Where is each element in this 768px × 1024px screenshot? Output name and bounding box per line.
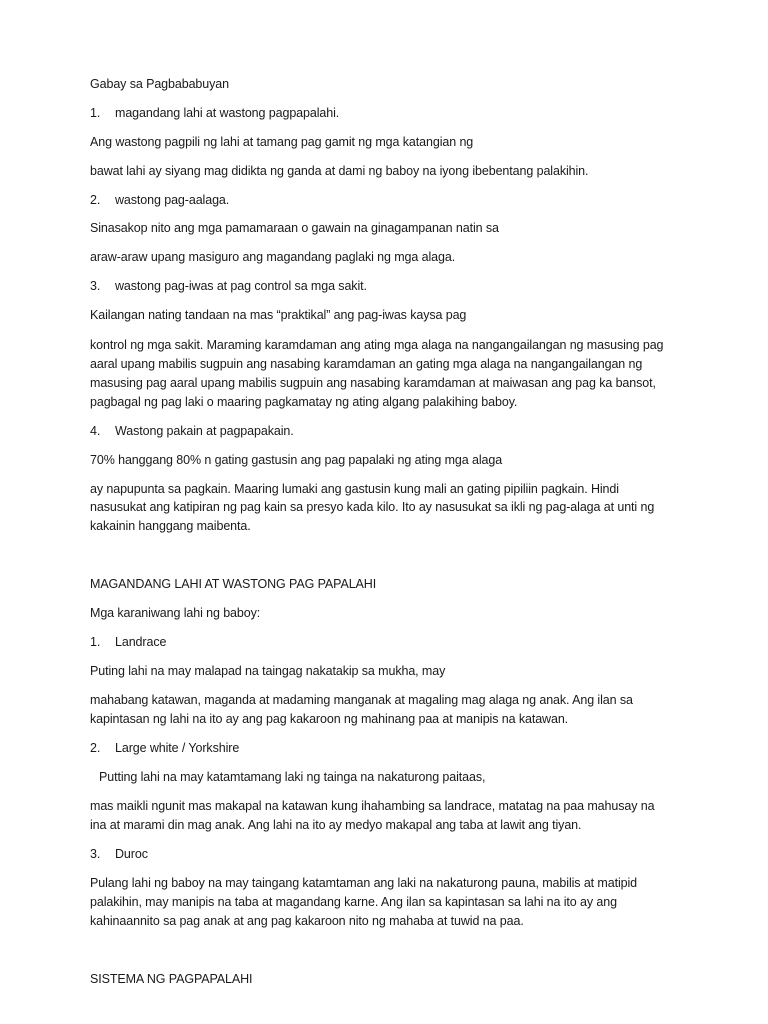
paragraph-line: ay napupunta sa pagkain. Maaring lumaki ang gastusin kung mali an gating pipiliin pagkain. Hindi bbox=[90, 482, 619, 496]
breed-name: Large white / Yorkshire bbox=[115, 741, 240, 755]
list-item-text: wastong pag-iwas at pag control sa mga sakit. bbox=[115, 279, 367, 293]
paragraph-line: Mga karaniwang lahi ng baboy: bbox=[90, 606, 261, 620]
paragraph-line: Ang wastong pagpili ng lahi at tamang pag gamit ng mga katangian ng bbox=[90, 135, 474, 149]
list-item-text: magandang lahi at wastong pagpapalahi. bbox=[115, 106, 340, 120]
paragraph-line: kapintasan ng lahi na ito ay ang pag kakaroon ng mahinang paa at manipis na katawan. bbox=[90, 712, 569, 726]
paragraph-line: kontrol ng mga sakit. Maraming karamdaman ang ating mga alaga na nangangailangan ng masusing pag bbox=[90, 338, 664, 352]
paragraph-line: palakihin, may manipis na taba at magandang karne. Ang ilan sa kapintasan sa lahi na ito ay ang bbox=[90, 895, 617, 909]
paragraph-line: pagbagal ng pag laki o maaring pagkamatay ng ating algang palakihing baboy. bbox=[90, 395, 518, 409]
list-number: 2. bbox=[90, 741, 101, 755]
paragraph-line: mas maikli ngunit mas makapal na katawan kung ihahambing sa landrace, matatag na paa mahusay na bbox=[90, 799, 655, 813]
list-number: 3. bbox=[90, 847, 101, 861]
list-number: 2. bbox=[90, 193, 101, 207]
breed-name: Duroc bbox=[115, 847, 148, 861]
list-number: 1. bbox=[90, 106, 101, 120]
paragraph-line: ina at marami din mag anak. Ang lahi na ito ay medyo makapal ang taba at lawit ang tiyan. bbox=[90, 818, 582, 832]
paragraph-line: Kailangan nating tandaan na mas “praktikal” ang pag-iwas kaysa pag bbox=[90, 308, 467, 322]
list-item-text: wastong pag-aalaga. bbox=[115, 193, 230, 207]
document-title: Gabay sa Pagbababuyan bbox=[90, 77, 229, 91]
paragraph-line: bawat lahi ay siyang mag didikta ng ganda at dami ng baboy na iyong ibebentang palakihin. bbox=[90, 164, 589, 178]
section-heading: SISTEMA NG PAGPAPALAHI bbox=[90, 972, 253, 986]
paragraph-line: Putting lahi na may katamtamang laki ng tainga na nakaturong paitaas, bbox=[99, 770, 486, 784]
list-number: 1. bbox=[90, 635, 101, 649]
paragraph-line: 70% hanggang 80% n gating gastusin ang pag papalaki ng ating mga alaga bbox=[90, 453, 503, 467]
paragraph-line: mahabang katawan, maganda at madaming manganak at magaling mag alaga ng anak. Ang ilan sa bbox=[90, 693, 633, 707]
list-number: 4. bbox=[90, 424, 101, 438]
paragraph-line: Sinasakop nito ang mga pamamaraan o gawain na ginagampanan natin sa bbox=[90, 221, 499, 235]
breed-item-3 bbox=[90, 845, 148, 864]
breed-item-1 bbox=[90, 633, 166, 652]
paragraph-line: Puting lahi na may malapad na taingag nakatakip sa mukha, may bbox=[90, 664, 446, 678]
paragraph-line: masusing pag aaral upang mabilis sugpuin ang nasabing karamdaman at maiwasan ang pag ka bansot, bbox=[90, 376, 656, 390]
paragraph-line: araw-araw upang masiguro ang magandang paglaki ng mga alaga. bbox=[90, 250, 456, 264]
paragraph-line: kakainin hanggang maibenta. bbox=[90, 519, 251, 533]
paragraph-line: aaral upang mabilis sugpuin ang nasabing karamdaman an gating mga alaga na nangangailangan ng bbox=[90, 357, 643, 371]
paragraph-line: nasusukat ang katipiran ng pag kain sa presyo kada kilo. Ito ay nasusukat sa ikli ng pag-alaga at unti ng bbox=[90, 500, 655, 514]
breed-name: Landrace bbox=[115, 635, 167, 649]
list-item-1 bbox=[90, 104, 339, 123]
list-number: 3. bbox=[90, 279, 101, 293]
breed-item-2 bbox=[90, 739, 239, 758]
list-item-text: Wastong pakain at pagpapakain. bbox=[115, 424, 294, 438]
paragraph-line: kahinaannito sa pag anak at ang pag kakaroon nito ng mahaba at tuwid na paa. bbox=[90, 914, 524, 928]
section-heading: MAGANDANG LAHI AT WASTONG PAG PAPALAHI bbox=[90, 577, 377, 591]
paragraph-line: Pulang lahi ng baboy na may taingang katamtaman ang laki na nakaturong pauna, mabilis at matipid bbox=[90, 876, 638, 890]
list-item-2 bbox=[90, 191, 229, 210]
list-item-3 bbox=[90, 277, 367, 296]
list-item-4 bbox=[90, 422, 294, 441]
